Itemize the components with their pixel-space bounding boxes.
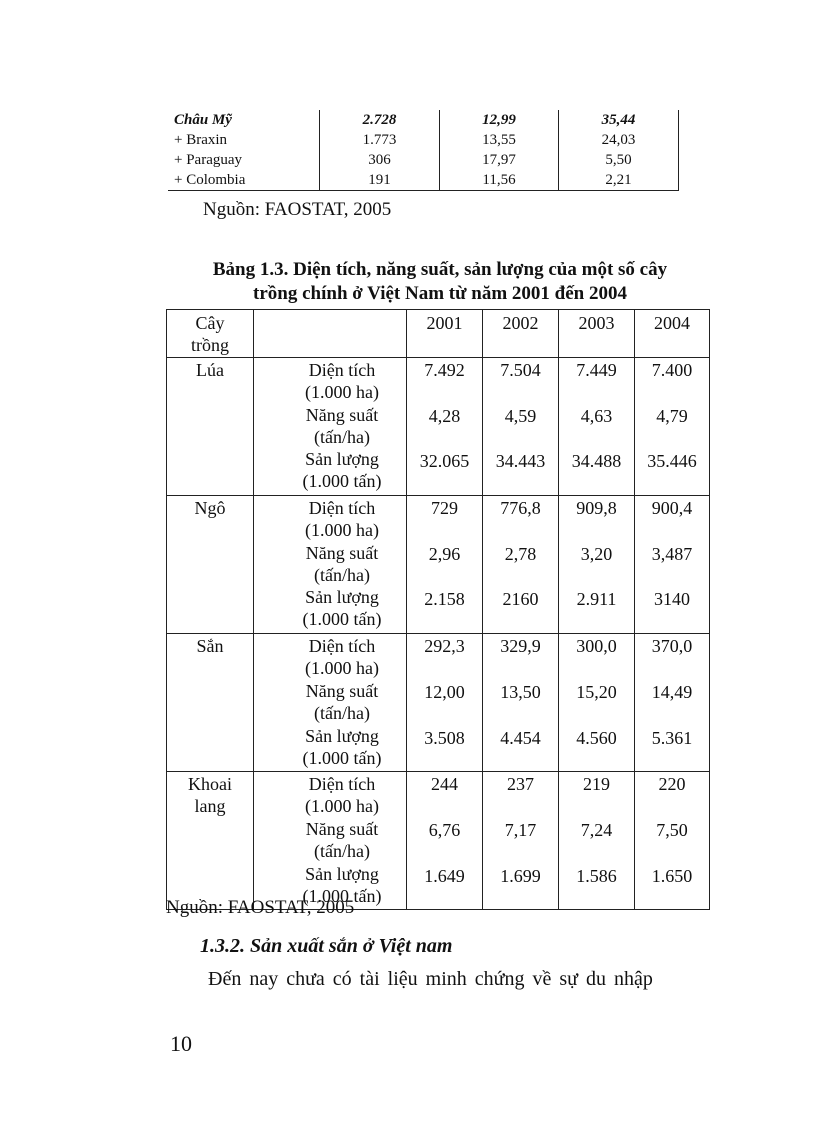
indicator-name: Diện tích bbox=[308, 360, 376, 380]
indicator-name: Sản lượng bbox=[305, 725, 379, 746]
indicator-label bbox=[254, 496, 406, 541]
indicator-name: Sản lượng bbox=[305, 587, 379, 608]
indicator-unit: (tấn/ha) bbox=[314, 564, 370, 585]
continued-table-row bbox=[168, 110, 679, 130]
value-cell: 7,24 bbox=[580, 819, 613, 840]
body-paragraph: Đến nay chưa có tài liệu minh chứng về sự du nhập bbox=[208, 968, 653, 990]
crop-row bbox=[167, 634, 710, 772]
indicator-unit: (1.000 ha) bbox=[305, 658, 379, 679]
crop-group bbox=[167, 634, 710, 772]
indicator-unit: (1.000 tấn) bbox=[302, 471, 382, 492]
value-cell: 34.488 bbox=[571, 451, 622, 472]
crop-table-header bbox=[167, 310, 710, 358]
header-crop-line-1: Cây bbox=[195, 313, 225, 333]
indicator-name: Diện tích bbox=[308, 636, 376, 657]
year-2001-cell bbox=[407, 496, 483, 634]
crop-row bbox=[167, 496, 710, 634]
year-2002-cell bbox=[483, 772, 559, 910]
value-cell: 2.158 bbox=[424, 589, 465, 610]
indicator-cell bbox=[254, 496, 407, 634]
indicator-label bbox=[254, 447, 406, 492]
value-cell: 7.400 bbox=[651, 360, 693, 380]
table-title-line-1: Bảng 1.3. Diện tích, năng suất, sản lượng của một số cây bbox=[212, 259, 668, 280]
crop-name bbox=[167, 496, 254, 634]
value-cell: 7,17 bbox=[504, 819, 537, 840]
value-cell: 292,3 bbox=[424, 636, 465, 657]
value-cell: 4,79 bbox=[656, 405, 688, 426]
value-cell: 15,20 bbox=[576, 681, 617, 702]
value-cell: 4.454 bbox=[500, 727, 541, 748]
indicator-unit: (1.000 ha) bbox=[305, 382, 379, 402]
indicator-label bbox=[254, 358, 406, 403]
page-number: 10 bbox=[170, 1031, 192, 1056]
indicator-unit: (tấn/ha) bbox=[314, 702, 370, 723]
value-cell: 14,49 bbox=[651, 681, 693, 702]
crop-name bbox=[167, 772, 254, 910]
source-note-top: Nguồn: FAOSTAT, 2005 bbox=[203, 199, 392, 220]
crop-name bbox=[167, 358, 254, 496]
value-cell: 1.649 bbox=[424, 865, 465, 886]
value-cell: 3140 bbox=[654, 589, 690, 610]
continued-cell-name: + Paraguay bbox=[174, 152, 243, 168]
value-cell: 3.508 bbox=[424, 727, 465, 748]
value-cell: 300,0 bbox=[576, 636, 617, 657]
indicator-cell bbox=[254, 772, 407, 910]
indicator-label bbox=[254, 634, 406, 679]
indicator-unit: (1.000 tấn) bbox=[302, 747, 382, 768]
continued-table-row bbox=[168, 150, 679, 170]
header-year-2003: 2003 bbox=[559, 310, 635, 358]
value-cell: 6,76 bbox=[428, 819, 461, 840]
value-cell: 35.446 bbox=[647, 451, 697, 472]
crop-group bbox=[167, 496, 710, 634]
year-2004-cell bbox=[635, 496, 710, 634]
continued-cell-c2: 11,56 bbox=[440, 170, 559, 191]
value-cell: 7.449 bbox=[576, 360, 617, 380]
year-2004-cell bbox=[635, 358, 710, 496]
indicator-name: Sản lượng bbox=[305, 449, 379, 470]
source-note-bottom: Nguồn: FAOSTAT, 2005 bbox=[166, 897, 355, 918]
continued-cell-name: + Braxin bbox=[174, 132, 228, 148]
value-cell: 370,0 bbox=[651, 636, 693, 657]
value-cell: 220 bbox=[658, 774, 686, 795]
continued-cell-c3: 2,21 bbox=[559, 170, 679, 191]
indicator-unit: (1.000 ha) bbox=[305, 796, 379, 817]
value-cell: 3,487 bbox=[651, 543, 693, 564]
indicator-label bbox=[254, 679, 406, 724]
crop-name-line-1: Lúa bbox=[196, 360, 224, 380]
year-2001-cell bbox=[407, 358, 483, 496]
indicator-label bbox=[254, 772, 406, 817]
crop-name-line-1: Khoai bbox=[188, 774, 232, 795]
continued-cell-c2: 17,97 bbox=[440, 150, 559, 170]
indicator-label bbox=[254, 817, 406, 862]
indicator-unit: (1.000 tấn) bbox=[302, 609, 382, 630]
value-cell: 4.560 bbox=[576, 727, 617, 748]
crop-row bbox=[167, 772, 710, 910]
value-cell: 237 bbox=[507, 774, 534, 795]
value-cell: 909,8 bbox=[576, 498, 617, 519]
year-2004-cell bbox=[635, 772, 710, 910]
header-crop bbox=[167, 310, 254, 358]
value-cell: 2,78 bbox=[504, 543, 537, 564]
value-cell: 1.650 bbox=[651, 865, 693, 886]
year-2003-cell bbox=[559, 772, 635, 910]
continued-cell-c1: 191 bbox=[320, 170, 440, 191]
indicator-label bbox=[254, 585, 406, 630]
year-2002-cell bbox=[483, 358, 559, 496]
value-cell: 7.492 bbox=[424, 360, 465, 380]
year-2004-cell bbox=[635, 634, 710, 772]
indicator-name: Sản lượng bbox=[305, 863, 379, 884]
continued-cell-c2: 13,55 bbox=[440, 130, 559, 150]
crop-row bbox=[167, 358, 710, 496]
indicator-unit: (1.000 tấn) bbox=[302, 885, 382, 906]
indicator-label bbox=[254, 541, 406, 586]
continued-table bbox=[168, 110, 679, 191]
value-cell: 244 bbox=[431, 774, 458, 795]
value-cell: 2,96 bbox=[428, 543, 461, 564]
crop-name-line-2: lang bbox=[194, 796, 226, 817]
value-cell: 219 bbox=[583, 774, 610, 795]
table-title-line-2: trồng chính ở Việt Nam từ năm 2001 đến 2004 bbox=[253, 283, 627, 304]
indicator-name: Năng suất bbox=[305, 404, 379, 425]
value-cell: 900,4 bbox=[651, 498, 693, 519]
value-cell: 32.065 bbox=[419, 451, 470, 472]
year-2001-cell bbox=[407, 772, 483, 910]
continued-table-row bbox=[168, 170, 679, 191]
value-cell: 5.361 bbox=[651, 727, 693, 748]
table-title bbox=[160, 258, 720, 306]
year-2001-cell bbox=[407, 634, 483, 772]
continued-cell-c1: 2.728 bbox=[320, 110, 440, 130]
indicator-cell bbox=[254, 634, 407, 772]
indicator-label bbox=[254, 403, 406, 448]
value-cell: 12,00 bbox=[424, 681, 465, 702]
value-cell: 2.911 bbox=[576, 589, 617, 610]
indicator-unit: (tấn/ha) bbox=[314, 426, 370, 447]
header-year-2002: 2002 bbox=[483, 310, 559, 358]
crop-name-line-1: Sắn bbox=[196, 636, 224, 657]
indicator-cell bbox=[254, 358, 407, 496]
value-cell: 4,28 bbox=[428, 405, 461, 426]
value-cell: 776,8 bbox=[500, 498, 541, 519]
year-2002-cell bbox=[483, 634, 559, 772]
value-cell: 1.699 bbox=[500, 865, 541, 886]
year-2003-cell bbox=[559, 358, 635, 496]
continued-cell-name: Châu Mỹ bbox=[174, 112, 232, 128]
header-indicator bbox=[254, 310, 407, 358]
indicator-unit: (1.000 ha) bbox=[305, 520, 379, 541]
value-cell: 7,50 bbox=[656, 819, 688, 840]
value-cell: 34.443 bbox=[495, 451, 546, 472]
year-2003-cell bbox=[559, 496, 635, 634]
crop-group bbox=[167, 358, 710, 496]
header-row bbox=[167, 310, 710, 358]
subsection-heading: 1.3.2. Sản xuất sắn ở Việt nam bbox=[200, 935, 453, 957]
value-cell: 7.504 bbox=[500, 360, 541, 380]
value-cell: 1.586 bbox=[576, 865, 617, 886]
indicator-name: Năng suất bbox=[305, 542, 379, 563]
indicator-name: Diện tích bbox=[308, 498, 376, 519]
indicator-name: Năng suất bbox=[305, 680, 379, 701]
year-2002-cell bbox=[483, 496, 559, 634]
value-cell: 4,63 bbox=[580, 405, 613, 426]
crop-group bbox=[167, 772, 710, 910]
crop-table bbox=[166, 309, 710, 910]
continued-cell-c2: 12,99 bbox=[440, 110, 559, 130]
continued-cell-c1: 306 bbox=[320, 150, 440, 170]
value-cell: 729 bbox=[431, 498, 458, 519]
continued-cell-c3: 35,44 bbox=[559, 110, 679, 130]
header-year-2001: 2001 bbox=[407, 310, 483, 358]
continued-cell-c3: 5,50 bbox=[559, 150, 679, 170]
header-crop-line-2: trồng bbox=[191, 335, 229, 355]
indicator-name: Diện tích bbox=[308, 774, 376, 795]
value-cell: 329,9 bbox=[500, 636, 541, 657]
continued-table-row bbox=[168, 130, 679, 150]
value-cell: 2160 bbox=[502, 589, 539, 610]
crop-name bbox=[167, 634, 254, 772]
header-year-2004: 2004 bbox=[635, 310, 710, 358]
continued-cell-name: + Colombia bbox=[168, 170, 320, 191]
indicator-label bbox=[254, 724, 406, 769]
continued-cell-c1: 1.773 bbox=[320, 130, 440, 150]
value-cell: 13,50 bbox=[500, 681, 541, 702]
continued-cell-c3: 24,03 bbox=[559, 130, 679, 150]
year-2003-cell bbox=[559, 634, 635, 772]
crop-name-line-1: Ngô bbox=[194, 498, 226, 519]
continued-table-body bbox=[168, 110, 679, 191]
indicator-unit: (tấn/ha) bbox=[314, 840, 370, 861]
indicator-name: Năng suất bbox=[305, 818, 379, 839]
value-cell: 4,59 bbox=[504, 405, 537, 426]
value-cell: 3,20 bbox=[580, 543, 613, 564]
